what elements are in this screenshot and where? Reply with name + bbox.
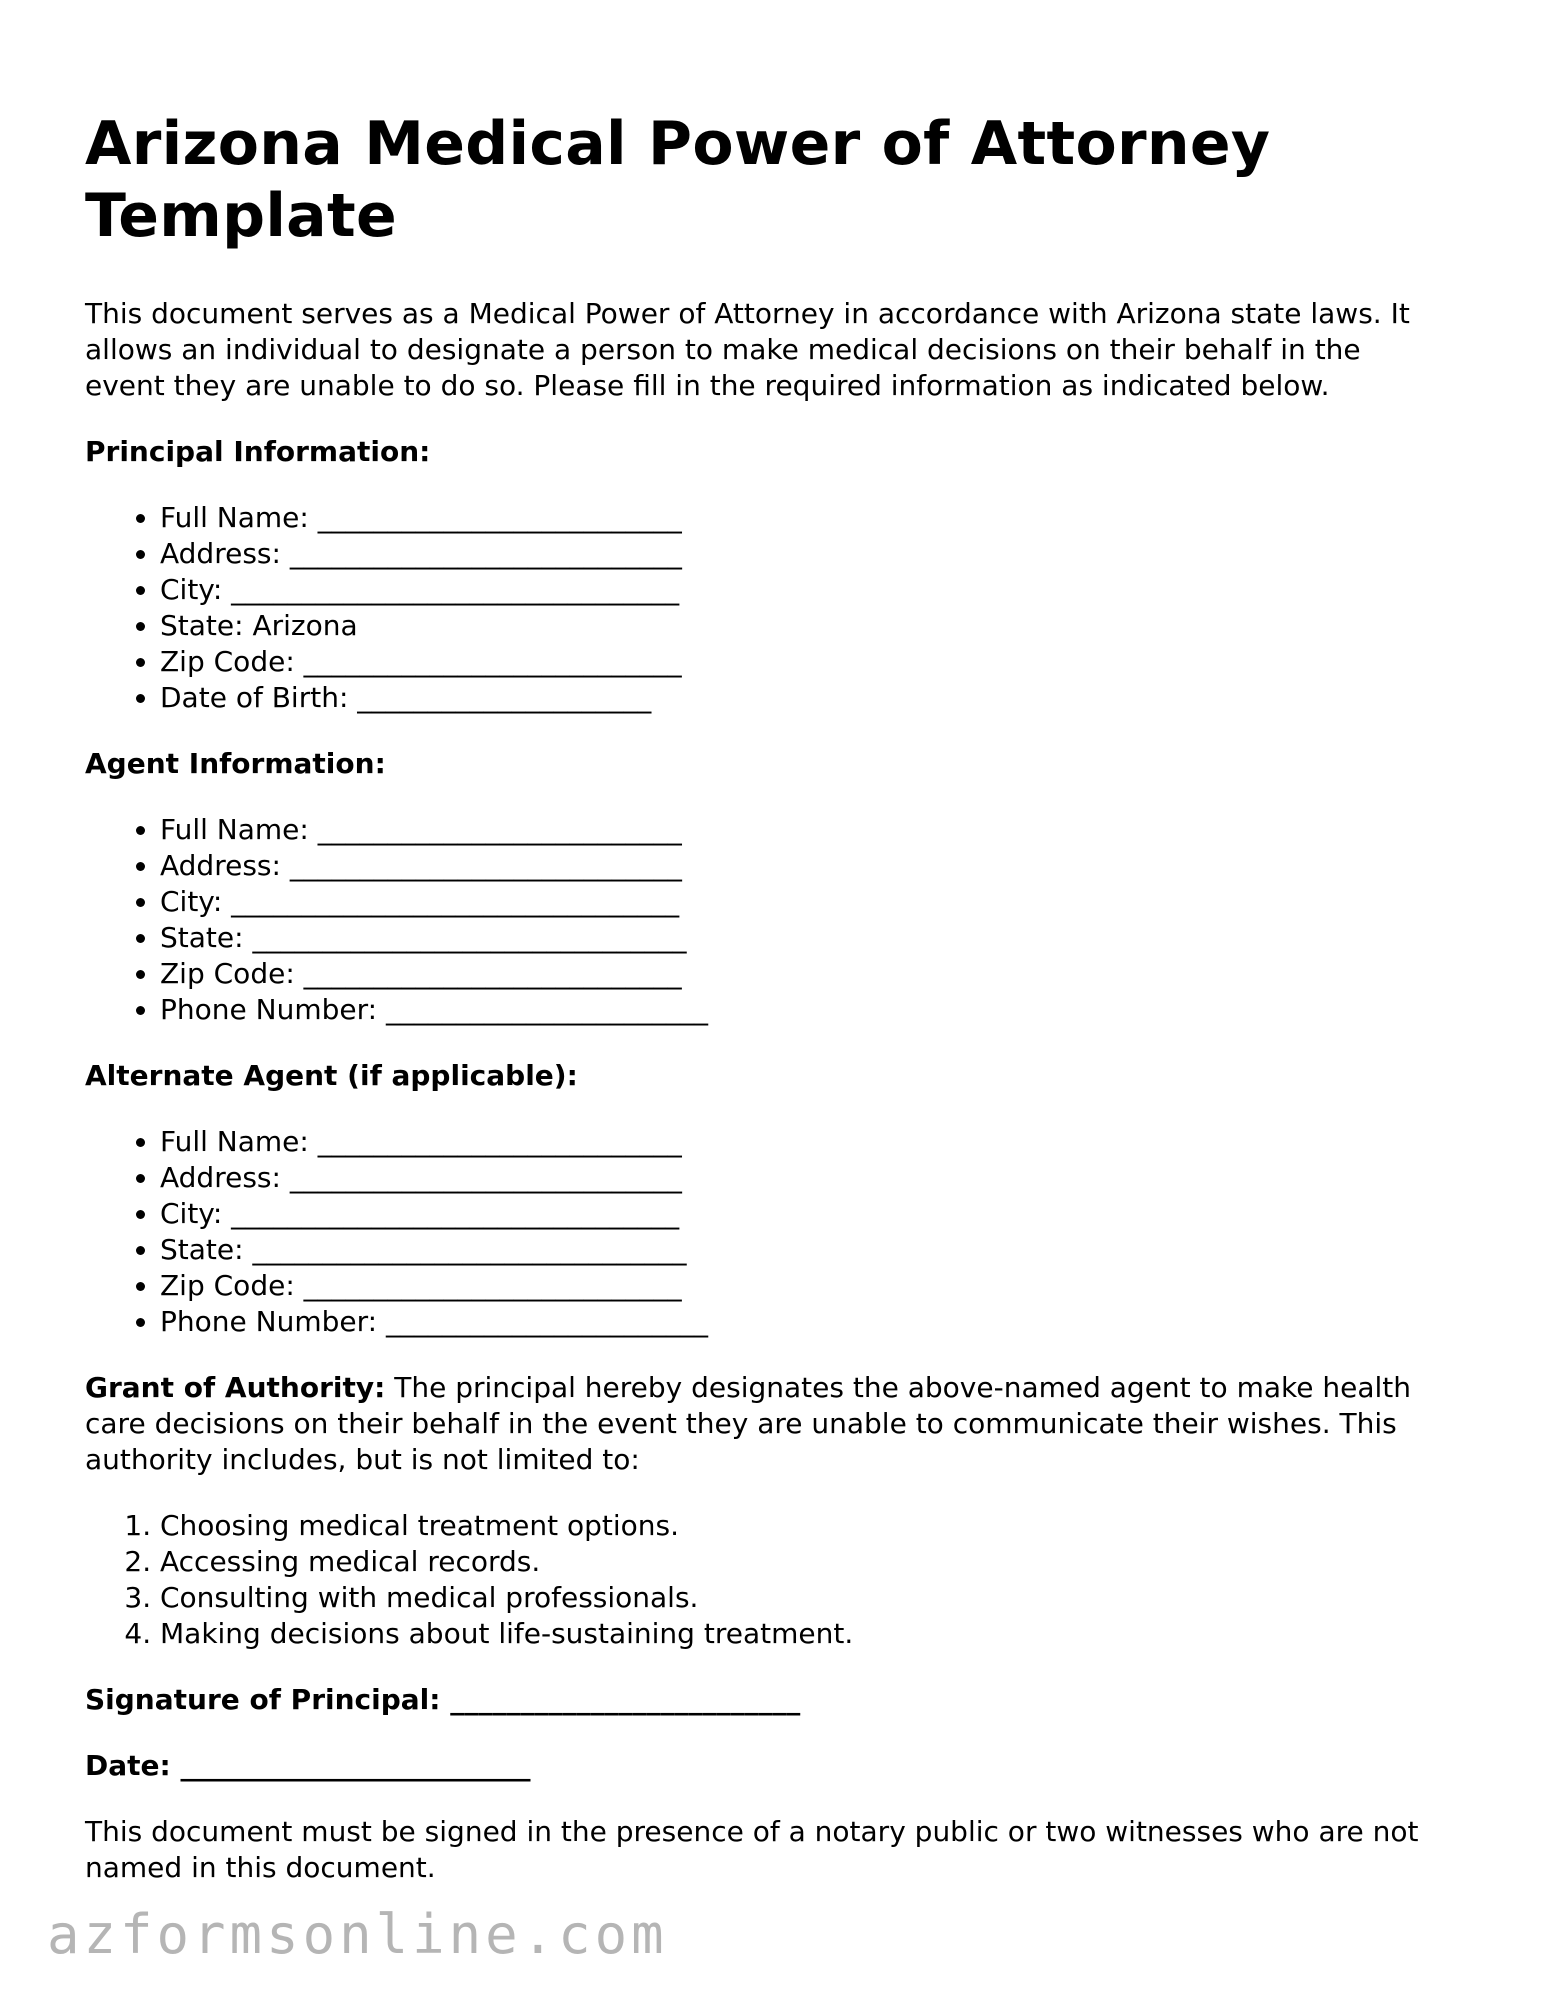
agent-list	[85, 812, 1465, 1028]
agent-phone-field: • Phone Number: _______________________	[160, 992, 1465, 1028]
principal-signature-line: Signature of Principal: _________________________	[85, 1683, 801, 1716]
authority-item: 4. Making decisions about life-sustaining treatment.	[160, 1616, 1465, 1652]
agent-full-name-field: • Full Name: __________________________	[160, 812, 1465, 848]
grant-text: The principal hereby designates the above-named agent to make health care decisions on their behalf in the event they are unable to communicate their wishes. This authority includes, but is not limited to:	[85, 1371, 1411, 1476]
intro-paragraph: This document serves as a Medical Power of Attorney in accordance with Arizona state laws. It allows an individual to designate a person to make medical decisions on their behalf in the event they are unable to do so. Please fill in the required information as indicated below.	[85, 297, 1410, 402]
alternate-full-name-field: • Full Name: __________________________	[160, 1124, 1465, 1160]
agent-state-field: • State: _______________________________	[160, 920, 1465, 956]
principal-city-field: • City: ________________________________	[160, 572, 1465, 608]
notary-notice: This document must be signed in the presence of a notary public or two witnesses who are not named in this document.	[85, 1815, 1419, 1884]
agent-address-field: • Address: ____________________________	[160, 848, 1465, 884]
document-title: Arizona Medical Power of Attorney Template	[85, 109, 1271, 251]
alternate-phone-field: • Phone Number: _______________________	[160, 1304, 1465, 1340]
principal-state-field: • State: Arizona	[160, 608, 1465, 644]
authority-item: 3. Consulting with medical professionals.	[160, 1580, 1465, 1616]
alternate-address-field: • Address: ____________________________	[160, 1160, 1465, 1196]
principal-zip-field: • Zip Code: ___________________________	[160, 644, 1465, 680]
alternate-zip-field: • Zip Code: ___________________________	[160, 1268, 1465, 1304]
authority-item: 1. Choosing medical treatment options.	[160, 1508, 1465, 1544]
principal-list	[85, 500, 1465, 716]
document-page	[85, 108, 1465, 1886]
agent-heading: Agent Information:	[85, 747, 386, 780]
alternate-state-field: • State: _______________________________	[160, 1232, 1465, 1268]
authority-list	[85, 1508, 1465, 1652]
alternate-agent-list	[85, 1124, 1465, 1340]
principal-address-field: • Address: ____________________________	[160, 536, 1465, 572]
authority-item: 2. Accessing medical records.	[160, 1544, 1465, 1580]
grant-of-authority-paragraph	[85, 1370, 1445, 1478]
principal-heading: Principal Information:	[85, 435, 431, 468]
agent-city-field: • City: ________________________________	[160, 884, 1465, 920]
grant-label: Grant of Authority:	[85, 1371, 386, 1404]
principal-dob-field: • Date of Birth: _____________________	[160, 680, 1465, 716]
agent-zip-field: • Zip Code: ___________________________	[160, 956, 1465, 992]
alternate-agent-heading: Alternate Agent (if applicable):	[85, 1059, 578, 1092]
date-line: Date: _________________________	[85, 1749, 531, 1782]
alternate-city-field: • City: ________________________________	[160, 1196, 1465, 1232]
principal-full-name-field: • Full Name: __________________________	[160, 500, 1465, 536]
watermark-logo: azformsonline.com	[47, 1903, 668, 1966]
